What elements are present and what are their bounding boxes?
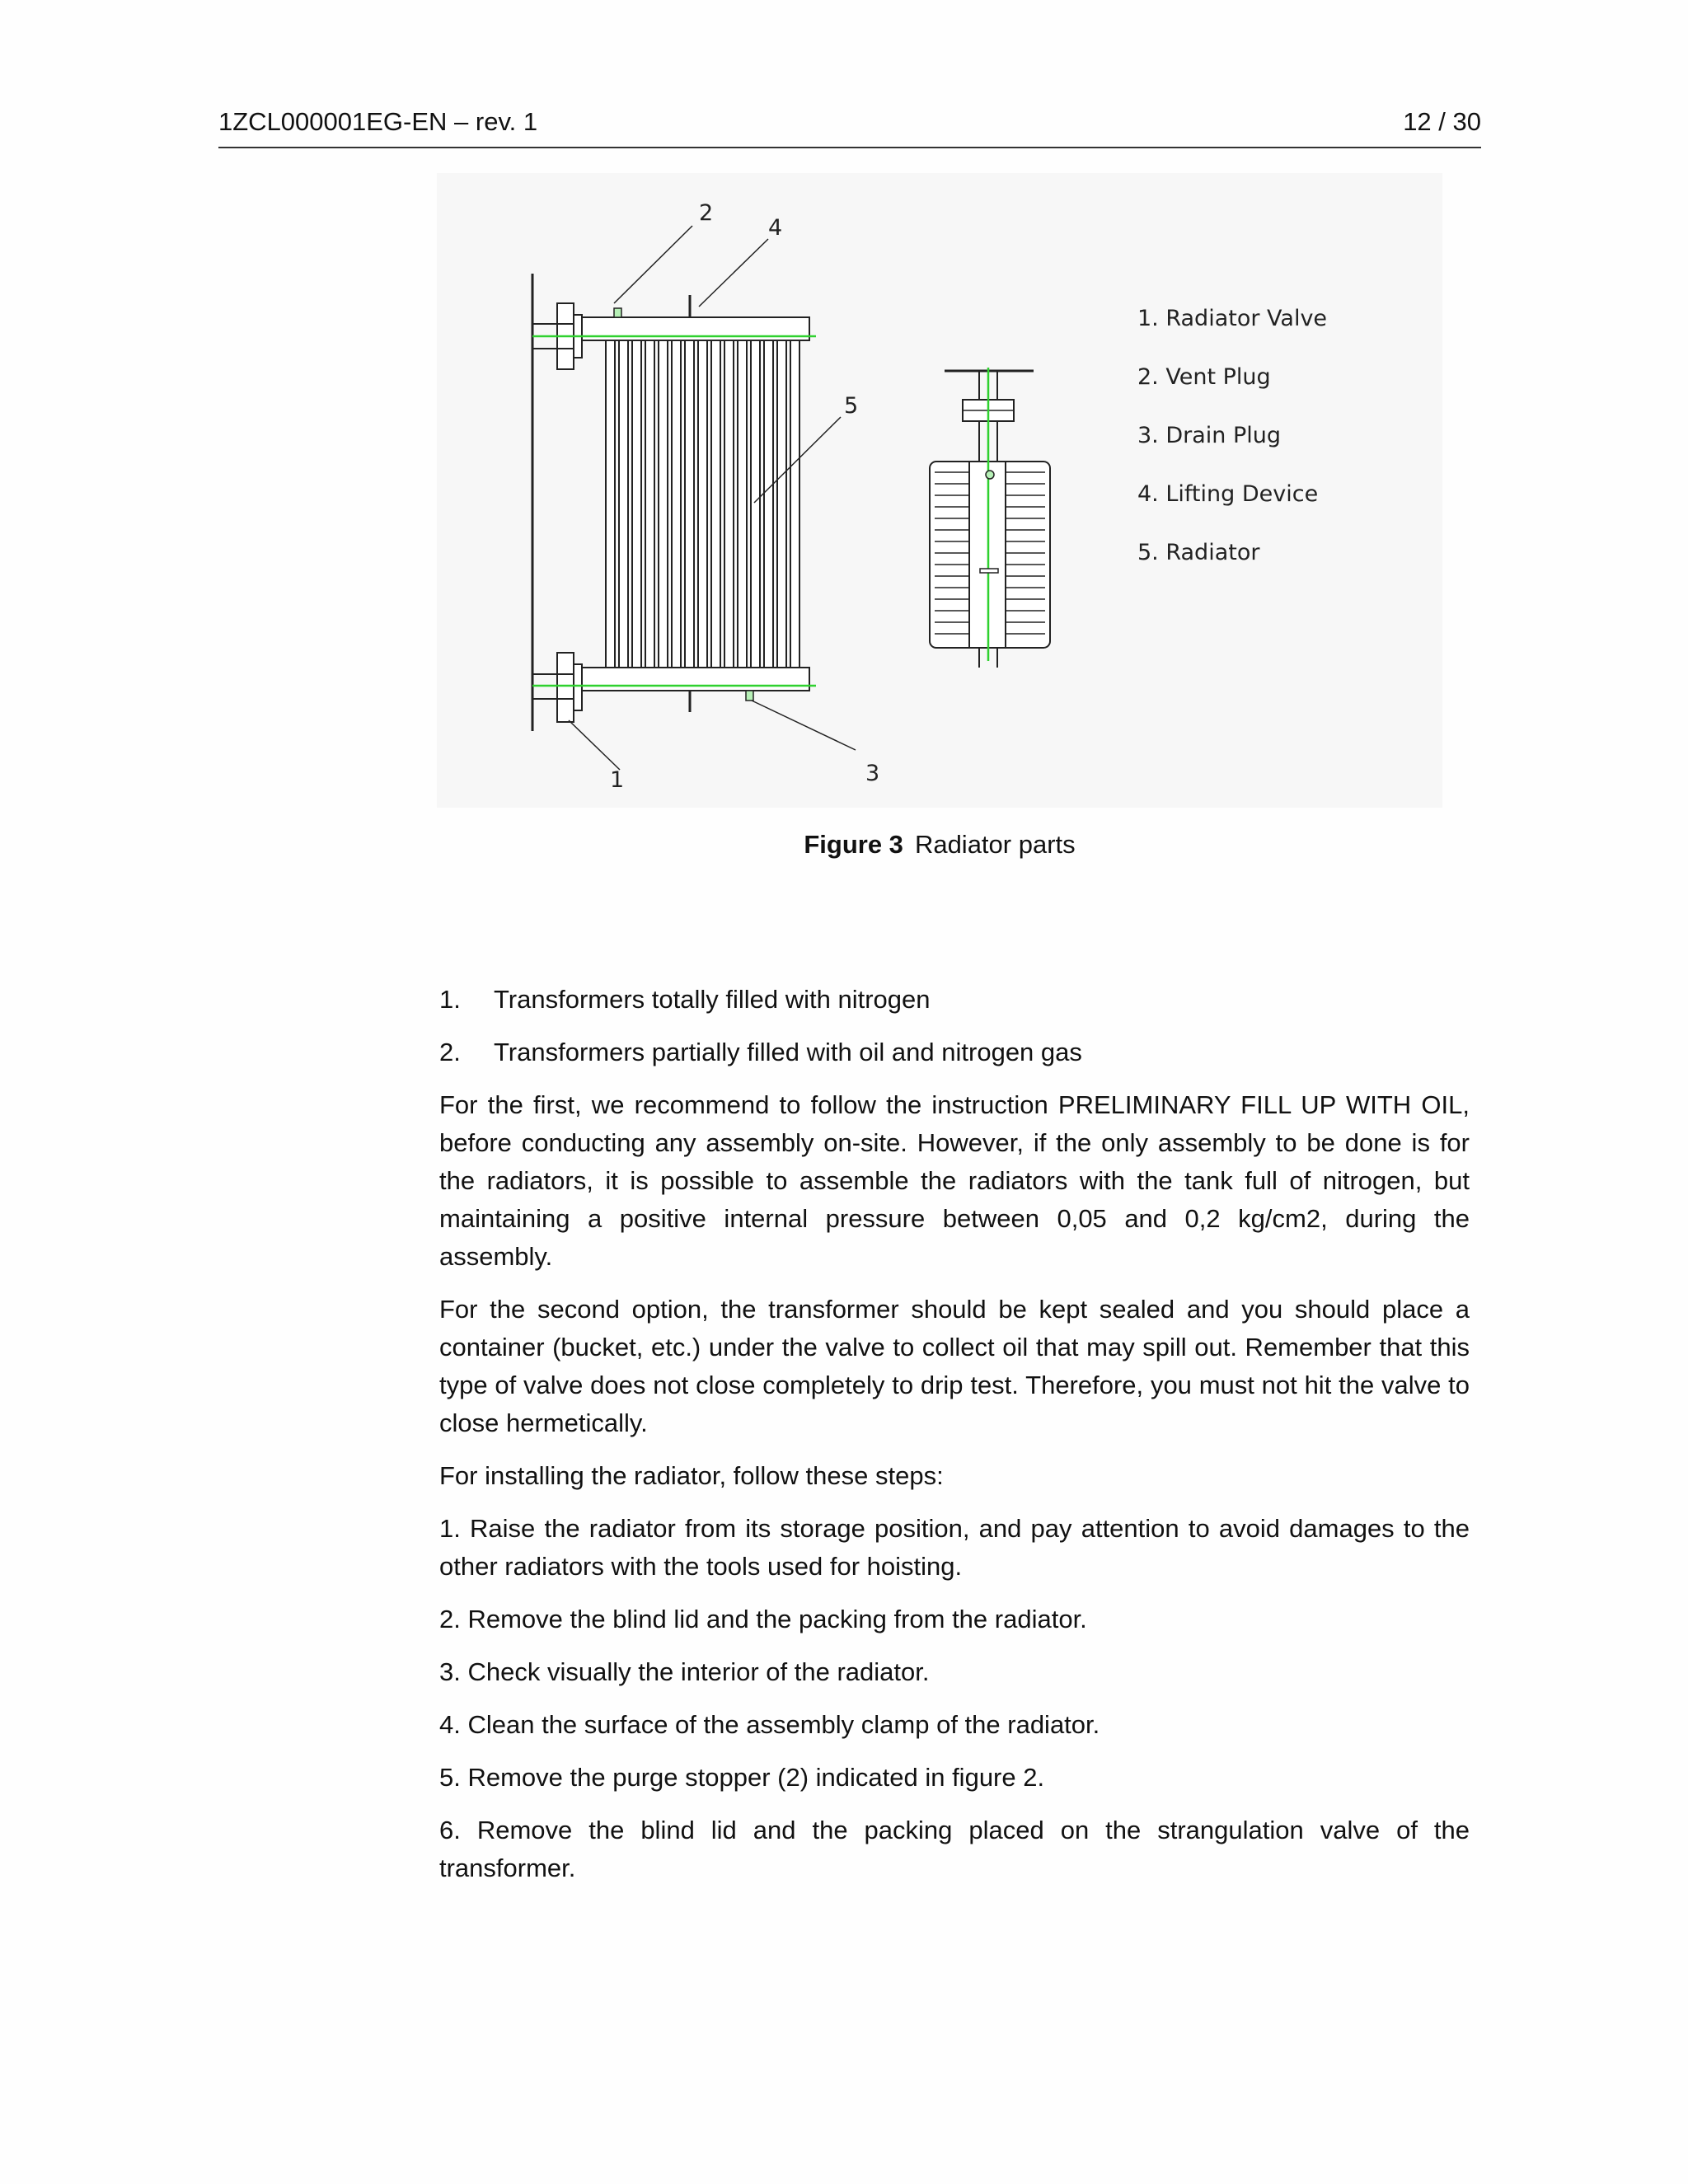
legend-item-drain-plug: 3. Drain Plug [1137,423,1282,448]
legend-item-lifting-device: 4. Lifting Device [1137,481,1319,507]
body-content [439,981,1470,1902]
legend-item-radiator-valve: 1. Radiator Valve [1137,306,1328,331]
paragraph: For the second option, the transformer should be kept sealed and you should place a container (bucket, etc.) under the valve to collect oil that may spill out. Remember that this type of valve does not close completely to drip test. Therefore, you must not hit the valve to close hermetically. [439,1295,1470,1437]
callout-2: 2 [699,200,714,226]
paragraph: For installing the radiator, follow these steps: [439,1461,944,1490]
list-number: 2. [439,1038,461,1066]
radiator-figure [437,173,1442,808]
radiator-diagram [437,173,1442,808]
callout-5: 5 [844,393,859,419]
figure-caption [437,830,1442,860]
list-text: Transformers totally filled with nitrogen [494,985,931,1014]
list-number: 1. [439,985,461,1014]
list-text: Transformers partially filled with oil and nitrogen gas [494,1038,1082,1066]
list-item [439,1033,1470,1071]
document-id: 1ZCL000001EG-EN – rev. 1 [218,107,538,136]
legend-item-vent-plug: 2. Vent Plug [1137,364,1271,390]
step-paragraph: 4. Clean the surface of the assembly clamp of the radiator. [439,1710,1100,1739]
step-paragraph: 5. Remove the purge stopper (2) indicated in figure 2. [439,1763,1045,1792]
list-item [439,981,1470,1019]
page-header [218,107,1481,148]
step-paragraph: 1. Raise the radiator from its storage position, and pay attention to avoid damages to the other radiators with the tools used for hoisting. [439,1514,1470,1581]
callout-4: 4 [768,215,783,241]
callout-1: 1 [610,767,625,793]
figure-title: Radiator parts [914,830,1076,859]
page-number: 12 / 30 [1403,107,1481,136]
callout-3: 3 [865,761,880,786]
figure-label: Figure 3 [804,830,903,859]
step-paragraph: 6. Remove the blind lid and the packing placed on the strangulation valve of the transformer. [439,1816,1470,1882]
legend-item-radiator: 5. Radiator [1137,540,1260,565]
step-paragraph: 2. Remove the blind lid and the packing from the radiator. [439,1605,1087,1633]
paragraph: For the first, we recommend to follow the instruction PRELIMINARY FILL UP WITH OIL, before conducting any assembly on-site. However, if the only assembly to be done is for the radiators, it is possible to assemble the radiators with the tank full of nitrogen, but maintaining a positive internal pressure between 0,05 and 0,2 kg/cm2, during the assembly. [439,1090,1470,1271]
step-paragraph: 3. Check visually the interior of the radiator. [439,1657,930,1686]
